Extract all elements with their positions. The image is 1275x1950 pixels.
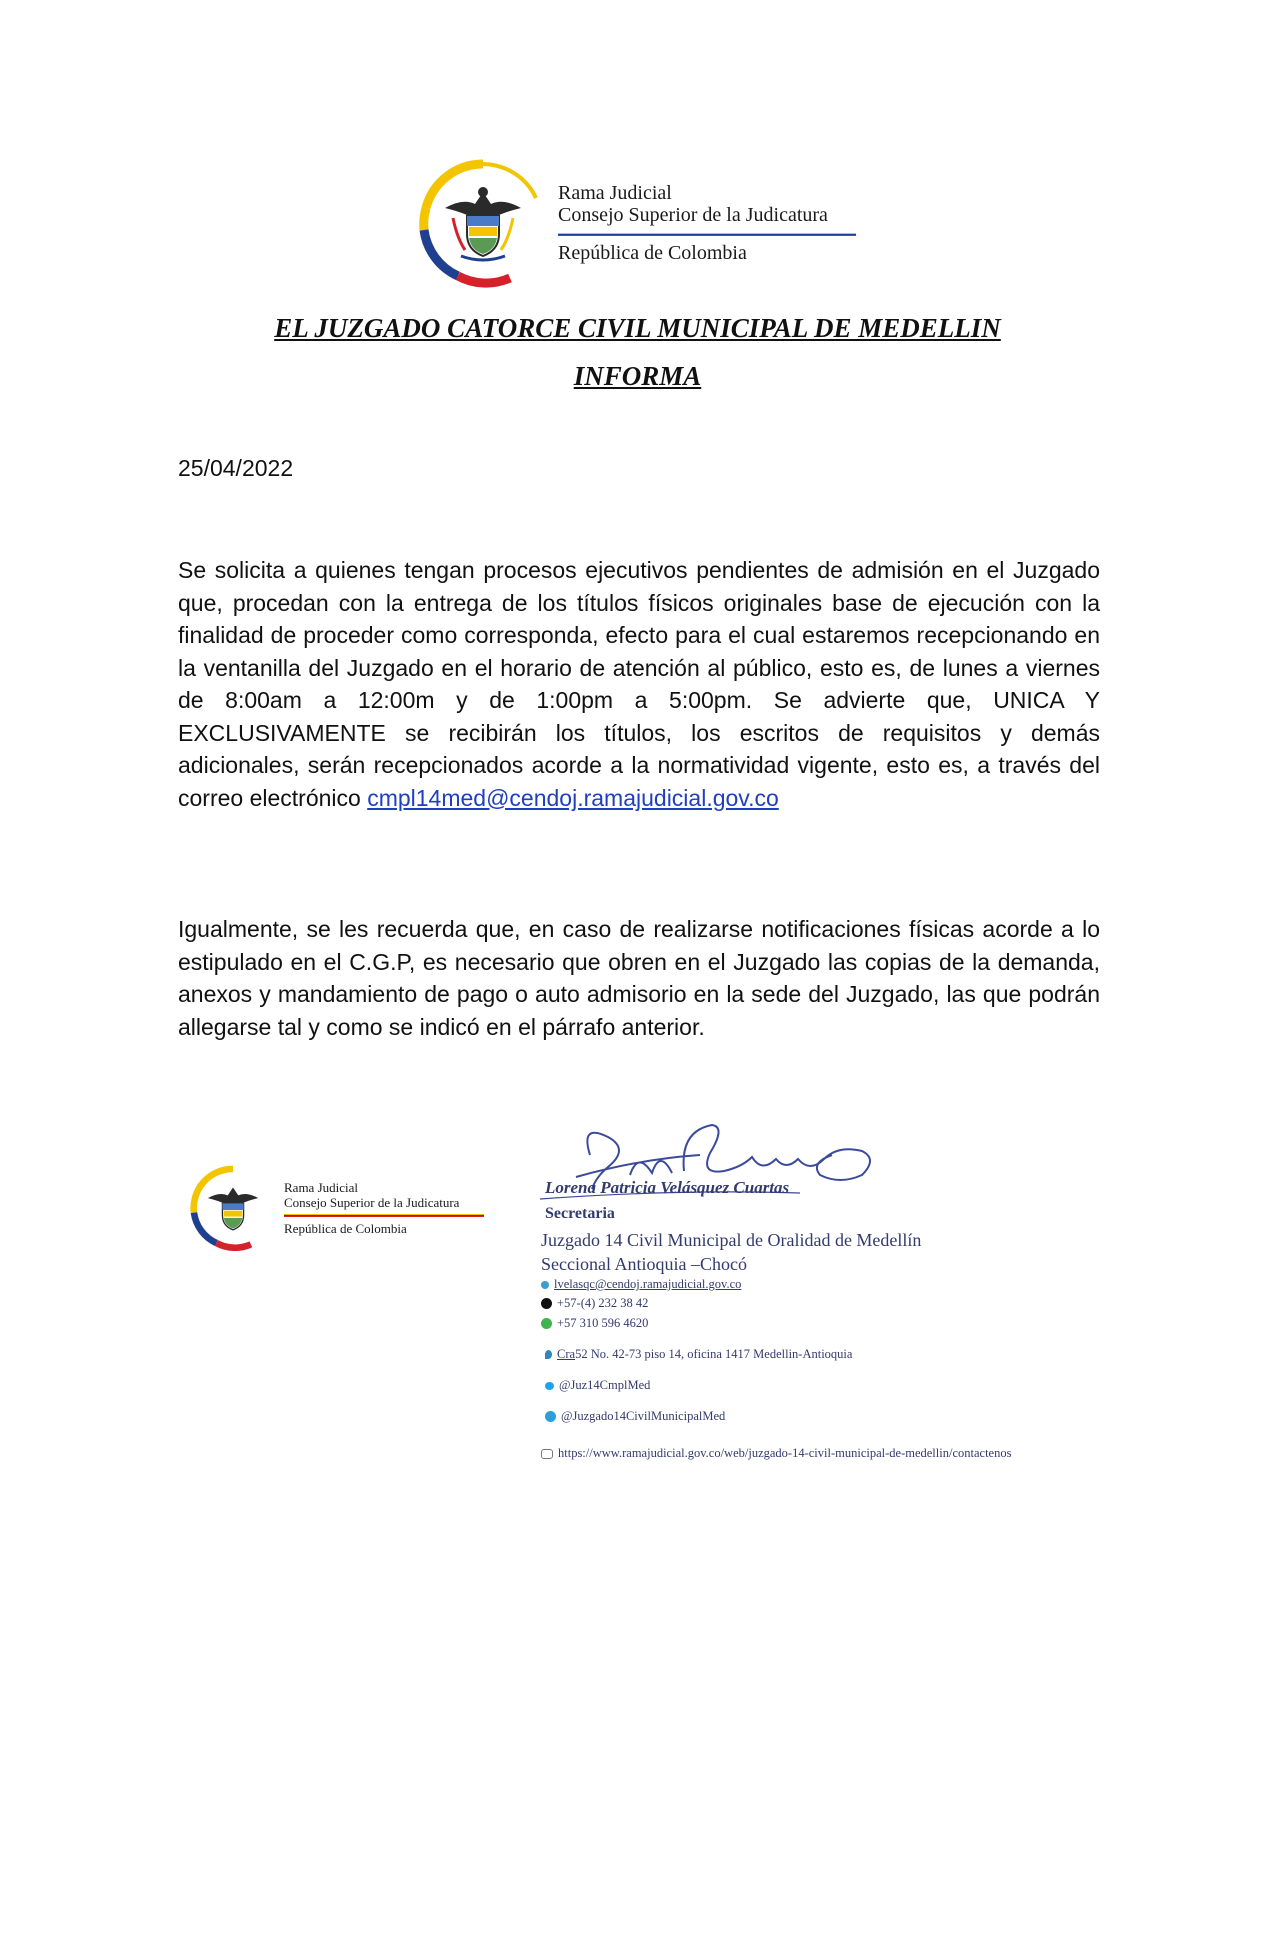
coat-of-arms-seal-icon [190, 1165, 276, 1251]
contact-twitter[interactable] [545, 1378, 650, 1393]
contact-phone-text: +57-(4) 232 38 42 [557, 1296, 649, 1310]
signatory-name: Lorena Patricia Velásquez Cuartas [545, 1178, 790, 1197]
contact-website[interactable] [541, 1446, 1011, 1461]
contact-address [545, 1347, 852, 1362]
sig-logo-line-consejo: Consejo Superior de la Judicatura [284, 1195, 460, 1210]
signatory-role: Secretaria [545, 1205, 615, 1222]
document-date: 25/04/2022 [178, 455, 294, 481]
contact-telegram[interactable] [545, 1409, 725, 1424]
logo-line-rama-judicial: Rama Judicial [558, 182, 672, 204]
contact-phone [541, 1296, 648, 1311]
contact-email[interactable] [541, 1277, 741, 1292]
whatsapp-icon [541, 1318, 552, 1329]
telegram-icon [545, 1411, 556, 1422]
paragraph-1-text: Se solicita a quienes tengan procesos ejecutivos pendientes de admisión en el Juzgado que, procedan con la entrega de los títulos físicos originales base de ejecución con la finalidad de proceder como corresponda, efecto para el cual estaremos recepcionando en la ventanilla del Juzgado en el horario de atención al público, esto es, de lunes a viernes de 8:00am a 12:00m y de 1:00pm a 5:00pm. Se advierte que, UNICA Y EXCLUSIVAMENTE se recibirán los títulos, los escritos de requisitos y demás adicionales, serán recepcionados acorde a la normatividad vigente, esto es, a través del correo electrónico [178, 557, 1100, 811]
location-pin-icon [545, 1350, 552, 1359]
paragraph-1 [178, 554, 1100, 814]
contact-whatsapp [541, 1316, 648, 1331]
paragraph-2: Igualmente, se les recuerda que, en caso de realizarse notificaciones físicas acorde a lo estipulado en el C.G.P, es necesario que obren en el Juzgado las copias de la demanda, anexos y mandamiento de pago o auto admisorio en la sede del Juzgado, las que podrán allegarse tal y como se indicó en el párrafo anterior. [178, 916, 1100, 1040]
contact-website-text[interactable]: https://www.ramajudicial.gov.co/web/juzgado-14-civil-municipal-de-medellin/contactenos [558, 1446, 1012, 1460]
contact-email-text[interactable]: lvelasqc@cendoj.ramajudicial.gov.co [554, 1277, 742, 1291]
phone-icon [541, 1298, 552, 1309]
contact-telegram-text[interactable]: @Juzgado14CivilMunicipalMed [561, 1409, 726, 1423]
logo-tricolor-rule [558, 233, 856, 236]
document-title: EL JUZGADO CATORCE CIVIL MUNICIPAL DE MEDELLIN [274, 313, 1001, 343]
mail-icon [541, 1281, 549, 1289]
chat-bubble-icon [541, 1449, 553, 1459]
signature-logo [190, 1165, 490, 1255]
coat-of-arms-seal-icon [418, 158, 548, 288]
header-logo [418, 158, 868, 288]
contact-twitter-text[interactable]: @Juz14CmplMed [559, 1378, 651, 1392]
document-subtitle: INFORMA [573, 361, 702, 391]
contact-address-prefix: Cra [557, 1347, 576, 1361]
handwritten-signature [480, 1115, 900, 1215]
signatory-section: Seccional Antioquia –Chocó [541, 1254, 747, 1274]
contact-whatsapp-text: +57 310 596 4620 [557, 1316, 649, 1330]
logo-line-consejo: Consejo Superior de la Judicatura [558, 204, 828, 226]
twitter-icon [545, 1382, 554, 1390]
sig-logo-line-rama-judicial: Rama Judicial [284, 1180, 359, 1195]
contact-address-text: 52 No. 42-73 piso 14, oficina 1417 Medellin-Antioquia [575, 1347, 853, 1361]
signatory-court: Juzgado 14 Civil Municipal de Oralidad de Medellín [541, 1230, 922, 1250]
sig-logo-tricolor-rule [284, 1214, 484, 1217]
sig-logo-line-republica: República de Colombia [284, 1221, 407, 1236]
logo-line-republica: República de Colombia [558, 242, 747, 264]
court-email-link[interactable]: cmpl14med@cendoj.ramajudicial.gov.co [367, 784, 779, 811]
